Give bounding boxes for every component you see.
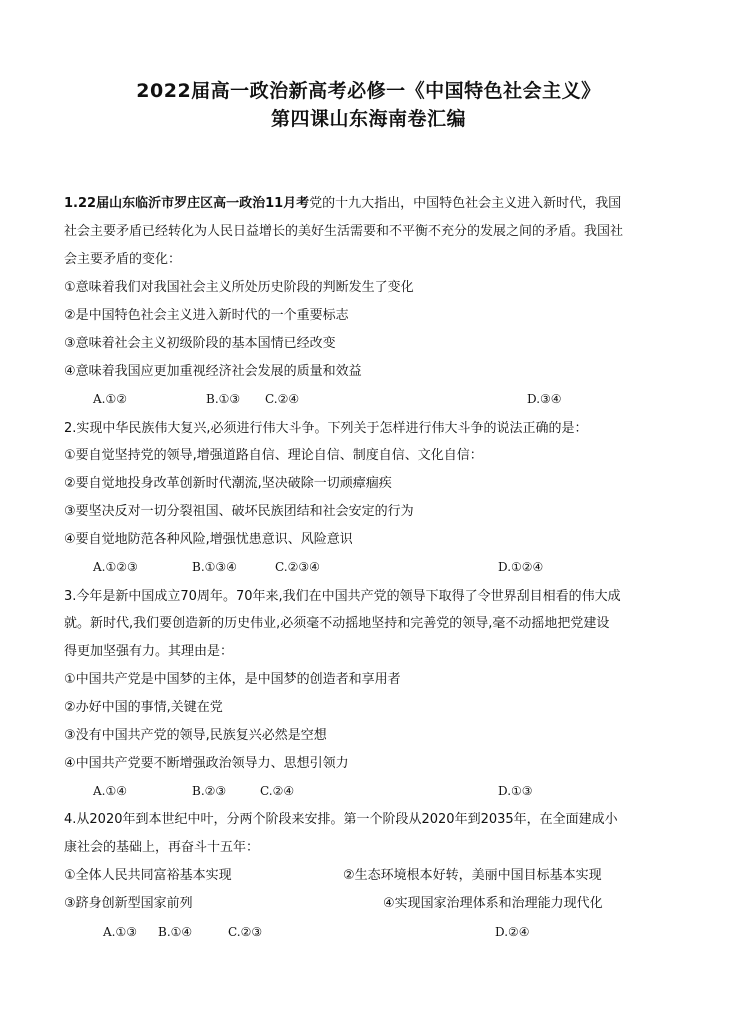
doc-title-line2: 第四课山东海南卷汇编 [270,108,466,130]
q3-item-4: ④中国共产党要不断增强政治领导力、思想引领力 [64,756,349,771]
q2-option-a: A.①②③ [93,560,138,574]
q4-option-a: A.①③ [103,925,137,939]
q2-item-4: ④要自觉地防范各种风险,增强忧患意识、风险意识 [64,532,353,547]
q1-item-1: ①意味着我们对我国社会主义所处历史阶段的判断发生了变化 [64,280,414,295]
q3-item-3: ③没有中国共产党的领导,民族复兴必然是空想 [64,728,327,743]
q2-item-2: ②要自觉地投身改革创新时代潮流,坚决破除一切顽瘴痼疾 [64,476,392,491]
doc-title-line1: 2022届高一政治新高考必修一《中国特色社会主义》 [136,80,601,102]
q3-stem-line2: 就。新时代,我们要创造新的历史伟业,必须毫不动摇地坚持和完善党的领导,毫不动摇地把党建设 [64,616,610,631]
q3-item-2: ②办好中国的事情,关键在党 [64,700,223,715]
q2-item-1: ①要自觉坚持党的领导,增强道路自信、理论自信、制度自信、文化自信： [64,448,483,463]
q4-stem-line2: 康社会的基础上，再奋斗十五年： [64,840,260,855]
q2-stem: 2.实现中华民族伟大复兴,必须进行伟大斗争。下列关于怎样进行伟大斗争的说法正确的是： [64,421,588,436]
q1-source: 1.22届山东临沂市罗庄区高一政治11月考 [64,196,310,211]
q3-option-c: C.②④ [260,784,295,798]
q1-item-2: ②是中国特色社会主义进入新时代的一个重要标志 [64,308,349,323]
q4-item-1: ①全体人民共同富裕基本实现 [64,868,232,883]
q3-option-a: A.①④ [93,784,127,798]
q4-option-d: D.②④ [495,925,530,939]
q4-option-c: C.②③ [228,925,263,939]
q1-item-4: ④意味着我国应更加重视经济社会发展的质量和效益 [64,364,362,379]
q1-stem-line1 [64,196,621,212]
q4-item-2: ②生态环境根本好转，美丽中国目标基本实现 [343,868,602,883]
q1-stem-line2: 社会主要矛盾已经转化为人民日益增长的美好生活需要和不平衡不充分的发展之间的矛盾。我国社 [64,224,624,239]
q2-item-3: ③要坚决反对一切分裂祖国、破坏民族团结和社会安定的行为 [64,504,414,519]
q1-item-3: ③意味着社会主义初级阶段的基本国情已经改变 [64,336,336,351]
q1-option-d: D.③④ [527,392,562,406]
q1-option-a: A.①② [93,392,127,406]
q1-stem-a: 党的十九大指出，中国特色社会主义进入新时代，我国 [309,196,622,211]
q2-option-c: C.②③④ [275,560,320,574]
q4-item-4: ④实现国家治理体系和治理能力现代化 [383,896,603,911]
q3-stem-line1: 3.今年是新中国成立70周年。70年来,我们在中国共产党的领导下取得了令世界刮目相看的伟大成 [64,589,621,604]
q3-item-1: ①中国共产党是中国梦的主体，是中国梦的创造者和享用者 [64,672,401,687]
q1-option-b: B.①③ [206,392,241,406]
q4-item-3: ③跻身创新型国家前列 [64,896,193,911]
q3-option-d: D.①③ [498,784,533,798]
q1-option-c: C.②④ [265,392,300,406]
q3-option-b: B.②③ [192,784,227,798]
q2-option-d: D.①②④ [498,560,544,574]
q3-stem-line3: 得更加坚强有力。其理由是： [64,644,234,659]
q2-option-b: B.①③④ [192,560,237,574]
q1-stem-line3: 会主要矛盾的变化： [64,252,182,267]
q4-stem-line1: 4.从2020年到本世纪中叶，分两个阶段来安排。第一个阶段从2020年到2035年，在全面建成小 [64,812,618,827]
q4-option-b: B.①④ [158,925,193,939]
